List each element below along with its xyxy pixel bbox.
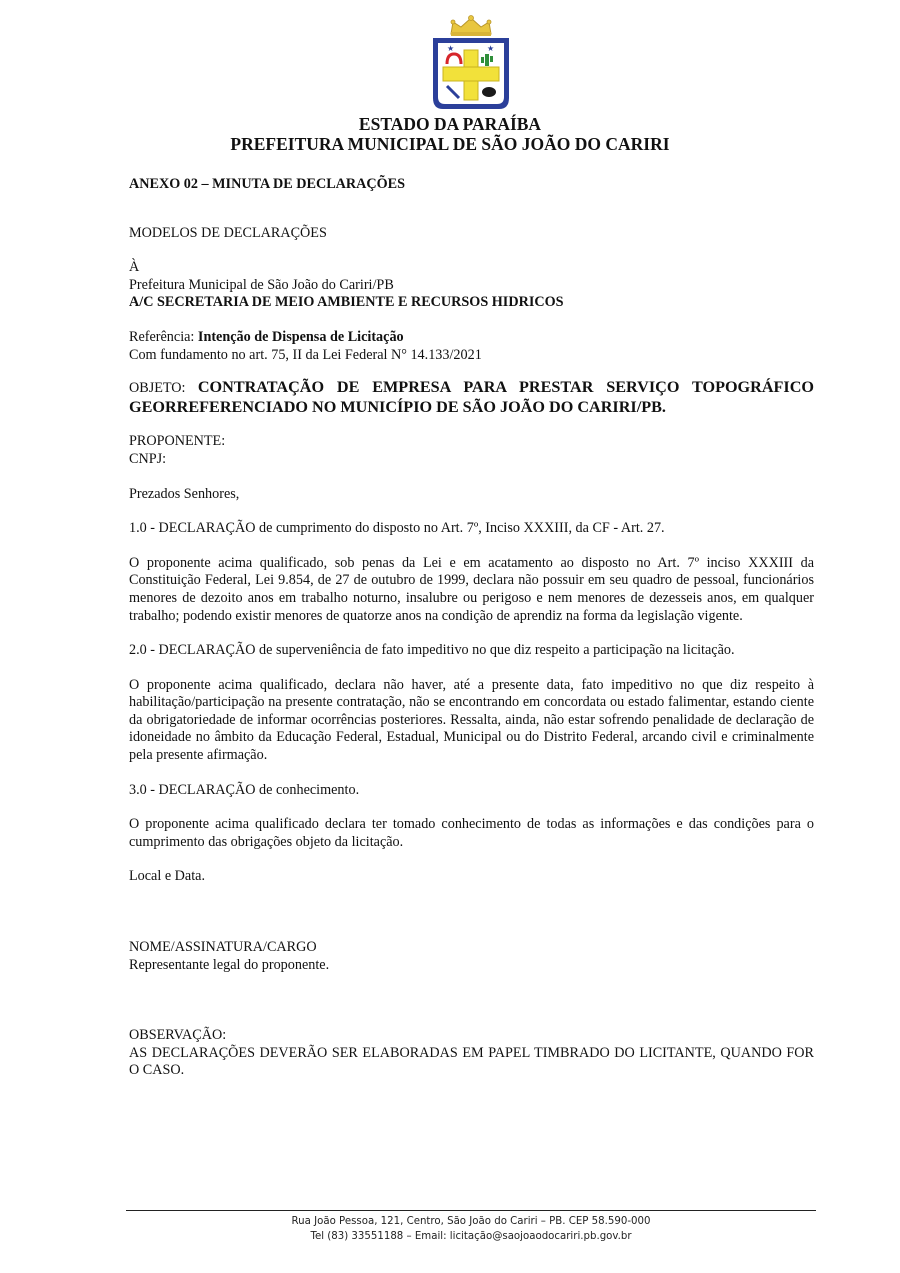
reference-basis: Com fundamento no art. 75, II da Lei Federal N° 14.133/2021	[129, 346, 482, 363]
section-2-title: 2.0 - DECLARAÇÃO de superveniência de fato impeditivo no que diz respeito a participação na licitação.	[129, 642, 735, 659]
objeto-text: CONTRATAÇÃO DE EMPRESA PARA PRESTAR SERVIÇO TOPOGRÁFICO GEORREFERENCIADO NO MUNICÍPIO DE SÃO JOÃO DO CARIRI/PB.	[129, 378, 814, 416]
footer	[126, 1214, 816, 1244]
salutation: Prezados Senhores,	[129, 485, 240, 502]
section-2-body: O proponente acima qualificado, declara não haver, até a presente data, fato impeditivo no que diz respeito à habilitação/participação na presente contratação, não se encontrando em concordata ou estado falimentar, estando ciente da obrigatoriedade de informar ocorrências posteriores. Ressalta, ainda, não estar sofrendo penalidade de declaração de idoneidade no âmbito da Educação Federal, Estadual, Municipal ou do Distrito Federal, arcando civil e criminalmente pela presente afirmação.	[129, 676, 814, 764]
addressee-attn: A/C SECRETARIA DE MEIO AMBIENTE E RECURSOS HIDRICOS	[129, 294, 564, 311]
cnpj-field: CNPJ:	[129, 450, 167, 467]
footer-contact: Tel (83) 33551188 – Email: licitação@saojoaodocariri.pb.gov.br	[310, 1231, 632, 1242]
annex-title: ANEXO 02 – MINUTA DE DECLARAÇÕES	[129, 176, 406, 192]
models-title: MODELOS DE DECLARAÇÕES	[129, 224, 327, 241]
section-1-title: 1.0 - DECLARAÇÃO de cumprimento do disposto no Art. 7º, Inciso XXXIII, da CF - Art. 27.	[129, 520, 665, 537]
objeto-paragraph	[129, 378, 814, 417]
footer-divider	[126, 1210, 816, 1211]
reference-value: Intenção de Dispensa de Licitação	[197, 328, 404, 345]
objeto-label: OBJETO:	[129, 380, 198, 397]
municipal-crest-icon	[429, 12, 513, 112]
addressee-to: À	[129, 259, 140, 276]
place-date: Local e Data.	[129, 868, 206, 885]
letterhead	[0, 114, 900, 154]
prefecture-title: PREFEITURA MUNICIPAL DE SÃO JOÃO DO CARIRI	[230, 134, 670, 154]
section-3-title: 3.0 - DECLARAÇÃO de conhecimento.	[129, 781, 360, 798]
svg-text:★: ★	[447, 44, 455, 53]
svg-text:★: ★	[487, 44, 495, 53]
proponente-field: PROPONENTE:	[129, 433, 226, 450]
footer-address: Rua João Pessoa, 121, Centro, São João do Cariri – PB. CEP 58.590-000	[291, 1216, 651, 1227]
signature-role-line: Representante legal do proponente.	[129, 956, 330, 973]
reference-label: Referência:	[129, 328, 198, 345]
section-3-body: O proponente acima qualificado declara ter tomado conhecimento de todas as informações e das condições para o cumprimento das obrigações objeto da licitação.	[129, 816, 814, 850]
signature-name-line: NOME/ASSINATURA/CARGO	[129, 939, 317, 956]
section-1-body: O proponente acima qualificado, sob penas da Lei e em acatamento ao disposto no Art. 7º inciso XXXIII da Constituição Federal, Lei 9.854, de 27 de outubro de 1999, declara não possuir em seu quadro de pessoal, funcionários menores de dezoito anos em trabalho noturno, insalubre ou perigoso e nem menores de dezesseis anos, em qualquer trabalho; podendo existir menores de quatorze anos na condição de aprendiz na forma da legislação vigente.	[129, 554, 814, 624]
observation-text: AS DECLARAÇÕES DEVERÃO SER ELABORADAS EM PAPEL TIMBRADO DO LICITANTE, QUANDO FOR O CASO.	[129, 1044, 814, 1079]
observation-label: OBSERVAÇÃO:	[129, 1027, 227, 1044]
reference-line	[129, 329, 814, 347]
document-body	[129, 176, 814, 1080]
state-title: ESTADO DA PARAÍBA	[358, 114, 542, 134]
addressee-entity: Prefeitura Municipal de São João do Cariri/PB	[129, 276, 394, 293]
